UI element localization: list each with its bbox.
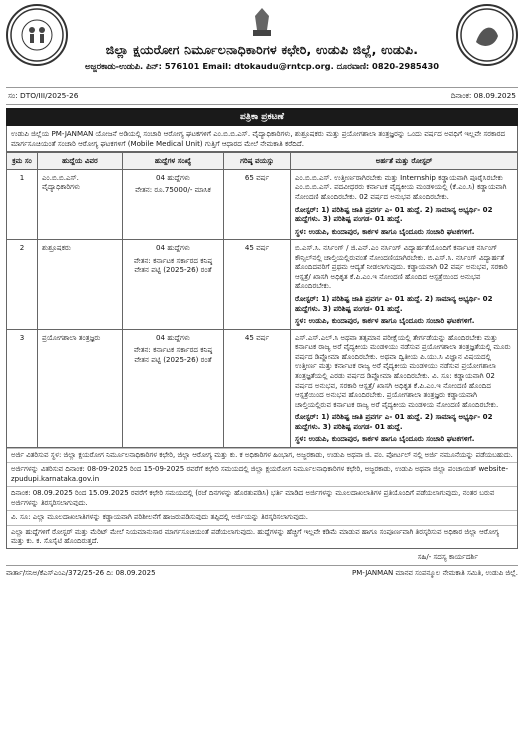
col-post: ಹುದ್ದೆಯ ವಿವರ <box>38 153 123 170</box>
office-address: ಅಜ್ಜರಕಾಡು-ಉಡುಪಿ. ಪಿನ್: 576101 Email: dtokaudu@rntcp.org. ದೂರವಾಣಿ: 0820-2985430 <box>85 60 439 71</box>
signature-block: ಸಹಿ/- ಸದಸ್ಯ ಕಾರ್ಯದರ್ಶಿ <box>417 552 478 562</box>
row-qualification <box>291 329 518 447</box>
table-row <box>7 240 518 330</box>
bottom-line <box>6 565 518 578</box>
row-post: ಪ್ರಯೋಗಶಾಲಾ ತಂತ್ರಜ್ಞರು <box>38 329 123 447</box>
application-place: ಅರ್ಜಿ ವಿತರಿಸುವ ಸ್ಥಳ: ಜಿಲ್ಲಾ ಕ್ಷಯರೋಗ ನಿರ್ಮೂಲನಾಧಿಕಾರಿಗಳ ಕಛೇರಿ, ಜಿಲ್ಲಾ ಆರೋಗ್ಯ ಮತ್ತು ಕು. ಕ ಅಧಿಕಾರಿಗಳ ಹಿಂಭಾಗ, ಅಜ್ಜರಕಾಡು, ಉಡುಪಿ ಅಥವಾ ಜಿ. ಪಂ. ಪೋರ್ಟಲ್ ನಲ್ಲಿ ಅರ್ಜಿ ನಮೂನೆಯನ್ನು ಪಡೆಯಬಹುದು. <box>7 448 517 462</box>
note-documents: ವಿ. ಸೂ: ಎಲ್ಲಾ ಮೂಲದಾಖಲಾತಿಗಳನ್ನು ಕಡ್ಡಾಯವಾಗಿ ಪರಿಶೀಲನೆಗೆ ಹಾಜರುಪಡಿಸುವುದು ತಪ್ಪಿದಲ್ಲಿ ಅರ್ಜಿಯನ್ನು ತಿರಸ್ಕರಿಸಲಾಗುವುದು. <box>7 510 517 524</box>
qualification-text: ಎಂ.ಬಿ.ಬಿ.ಎಸ್. ಉತ್ತೀರ್ಣರಾಗಿರಬೇಕು ಮತ್ತು Internship ಕಡ್ಡಾಯವಾಗಿ ಪೂರೈಸಿರಬೇಕು ಎಂ.ಬಿ.ಬಿ.ಎಸ್. ಪದವೀಧರರು ಕರ್ನಾಟಕ ವೈದ್ಯಕೀಯ ಮಂಡಳಿಯಲ್ಲಿ (ಕೆ.ಎಂ.ಸಿ) ಕಡ್ಡಾಯವಾಗಿ ನೋಂದಣಿ ಹೊಂದಿರಬೇಕು. 02 ವರ್ಷದ ಅನುಭವ ಹೊಂದಿರಬೇಕು. <box>295 172 507 201</box>
national-health-mission-logo <box>6 4 68 66</box>
qualification-text: ಎಸ್.ಎಸ್.ಎಲ್.ಸಿ ಅಥವಾ ತತ್ಸಮಾನ ಪರೀಕ್ಷೆಯಲ್ಲಿ ತೇರ್ಗಡೆಯನ್ನು ಹೊಂದಿರಬೇಕು ಮತ್ತು ಕರ್ನಾಟಕ ರಾಜ್ಯ ಅರೆ ವೈದ್ಯಕೀಯ ಮಂಡಳಿಯು ನಡೆಸುವ ಪ್ರಯೋಗಶಾಲಾ ತಂತ್ರಜ್ಞತೆಯಲ್ಲಿ ಮೂರು ವರ್ಷದ ಡಿಪ್ಲೋಮಾ ಹೊಂದಿರಬೇಕು. ಅಥವಾ ದ್ವಿತೀಯ ಪಿ.ಯು.ಸಿ ವಿಜ್ಞಾನ ವಿಷಯದಲ್ಲಿ ಉತ್ತೀರ್ಣ ಮತ್ತು ಕರ್ನಾಟಕ ರಾಜ್ಯ ಅರೆ ವೈದ್ಯಕೀಯ ಮಂಡಳಿಯು ನಡೆಸುವ ಪ್ರಯೋಗಶಾಲಾ ತಂತ್ರಜ್ಞತೆಯಲ್ಲಿ ಎರಡು ವರ್ಷದ ಡಿಪ್ಲೋಮಾ ಹೊಂದಿರಬೇಕು. ವಿ. ಸೂ: ಕಡ್ಡಾಯವಾಗಿ 02 ವರ್ಷದ ಅನುಭವ, ಸರಕಾರಿ ಆಸ್ಪತ್ರೆ/ ಖಾಸಗಿ ಅಧಿಕೃತ ಕೆ.ಪಿ.ಎಂ.ಇ ನೋಂದಣಿ ಹೊಂದಿದ ಆಸ್ಪತ್ರೆಯಿಂದ ಅನುಭವ ಹೊಂದಿರಬೇಕು. ಪ್ರಯೋಗಶಾಲಾ ತಂತ್ರಜ್ಞರು ಕಡ್ಡಾಯವಾಗಿ ಚಾಲ್ತಿಯಲ್ಲಿರುವ ಕರ್ನಾಟಕ ರಾಜ್ಯ ಅರೆ ವೈದ್ಯಕೀಯ ಮಂಡಳಿಯ ನೋಂದಣಿ ಹೊಂದಿರಬೇಕು. <box>295 332 511 409</box>
office-title: ಜಿಲ್ಲಾ ಕ್ಷಯರೋಗ ನಿರ್ಮೂಲನಾಧಿಕಾರಿಗಳ ಕಛೇರಿ, ಉಡುಪಿ ಜಿಲ್ಲೆ, ಉಡುಪಿ. <box>105 42 419 57</box>
col-count: ಹುದ್ದೆಗಳ ಸಂಖ್ಯೆ <box>123 153 224 170</box>
row-age: 45 ವರ್ಷ <box>224 240 291 330</box>
instructions-section <box>6 448 518 550</box>
qualification-text: ಬಿ.ಎಸ್.ಸಿ. ನರ್ಸಿಂಗ್ / ಜಿ.ಎನ್.ಎಂ ನರ್ಸಿಂಗ್ ವಿದ್ಯಾರ್ಹತೆಯೊಂದಿಗೆ ಕರ್ನಾಟಕ ನರ್ಸಿಂಗ್ ಕೌನ್ಸಿಲ್‌ನಲ್ಲಿ ಚಾಲ್ತಿಯಲ್ಲಿರುವಂತೆ ನೋಂದಣಿಯಾಗಿರಬೇಕು. ಬಿ.ಎಸ್.ಸಿ. ನರ್ಸಿಂಗ್ ವಿದ್ಯಾರ್ಹತೆ ಹೊಂದಿದವರಿಗೆ ಪ್ರಥಮ ಆದ್ಯತೆ ನೀಡಲಾಗುವುದು. ಕಡ್ಡಾಯವಾಗಿ 02 ವರ್ಷ ಅನುಭವ, ಸರಕಾರಿ ಆಸ್ಪತ್ರೆ/ ಖಾಸಗಿ ಅಧಿಕೃತ ಕೆ.ಪಿ.ಎಂ.ಇ ನೋಂದಣಿ ಹೊಂದಿದ ಆಸ್ಪತ್ರೆಯಿಂದ ಅನುಭವ ಹೊಂದಿರಬೇಕು. <box>295 243 508 291</box>
reference-line <box>6 87 518 105</box>
committee-name: PM-JANMAN ಮಾನವ ಸಂಪನ್ಮೂಲ ನೇಮಕಾತಿ ಸಮಿತಿ, ಉಡುಪಿ ಜಿಲ್ಲೆ. <box>352 568 518 577</box>
application-dates: ಅರ್ಜಿಗಳನ್ನು ವಿತರಿಸುವ ದಿನಾಂಕ: 08-09-2025 ರಿಂದ 15-09-2025 ರವರೆಗೆ ಕಛೇರಿ ಸಮಯದಲ್ಲಿ ಜಿಲ್ಲಾ ಕ್ಷಯರೋಗ ನಿರ್ಮೂಲನಾಧಿಕಾರಿಗಳ ಕಛೇರಿ, ಅಜ್ಜರಕಾಡು, ಉಡುಪಿ ಅಥವಾ ಜಿಲ್ಲಾ ಪಂಚಾಯತ್ website- zpudupi.karnataka.gov.in <box>7 462 517 486</box>
table-row <box>7 169 518 239</box>
post-count: 04 ಹುದ್ದೆಗಳು <box>156 332 190 342</box>
place-text: ಸ್ಥಳ: ಉಡುಪಿ, ಕುಂದಾಪುರ, ಕಾರ್ಕಳ ಹಾಗೂ ಬೈಂದೂರು ಸಂಚಾರಿ ಘಟಕಗಳಿಗೆ. <box>295 226 475 236</box>
col-qualification: ಅರ್ಹತೆ ಮತ್ತು ರೋಸ್ಟರ್ <box>291 153 518 170</box>
post-count: 04 ಹುದ್ದೆಗಳು <box>156 243 190 253</box>
table-row <box>7 329 518 447</box>
vacancy-table <box>6 152 518 448</box>
row-age: 45 ವರ್ಷ <box>224 329 291 447</box>
row-serial: 2 <box>7 240 38 330</box>
col-serial: ಕ್ರಮ ಸಂ <box>7 153 38 170</box>
col-age: ಗರಿಷ್ಠ ವಯಸ್ಸು <box>224 153 291 170</box>
row-count <box>123 329 224 447</box>
post-pay: ವೇತನ: ರೂ.75000/- ಮಾಸಿಕ <box>135 185 211 195</box>
note-roster: ಎಲ್ಲಾ ಹುದ್ದೆಗಳಿಗೆ ರೋಸ್ಟರ್ ಮತ್ತು ಮೆರಿಟ್ ಮೇಲೆ ನಿಯಮಾನುಸಾರ ಮಾರ್ಗಸೂಚಿಯಂತೆ ಪಡೆಯಲಾಗುವುದು. ಹುದ್ದೆಗಳನ್ನು ಹೆಚ್ಚಿಗೆ ಇಲ್ಲವೇ ಕಡಿಮೆ ಮಾಡುವ ಹಾಗೂ ಸಂಪೂರ್ಣವಾಗಿ ತಿರಸ್ಕರಿಸುವ ಅಧಿಕಾರ ಜಿಲ್ಲಾ ಆರೋಗ್ಯ ಮತ್ತು ಕು. ಕ. ಸೊಸೈಟಿ ಹೊಂದಿರುತ್ತದೆ. <box>7 525 517 549</box>
row-count <box>123 169 224 239</box>
row-post: ಎಂ.ಬಿ.ಬಿ.ಎಸ್. ವೈದ್ಯಾಧಿಕಾರಿಗಳು <box>38 169 123 239</box>
post-count: 04 ಹುದ್ದೆಗಳು <box>156 172 190 182</box>
roster-text: ರೋಸ್ಟರ್: 1) ಪರಿಶಿಷ್ಟ ಜಾತಿ ಪ್ರವರ್ಗ ಎ- 01 ಹುದ್ದೆ. 2) ಸಾಮಾನ್ಯ ಅಭ್ಯರ್ಥಿ- 02 ಹುದ್ದೆಗಳು. 3) ಪರಿಶಿಷ್ಟ ಪಂಗಡ- 01 ಹುದ್ದೆ. <box>295 294 493 313</box>
row-qualification <box>291 169 518 239</box>
release-reference: ವಾರ್ತಾ/ಸನಿಅ/ಕೆಎಸ್‌ಎಂಎ/372/25-26 ದಿ: 08.09.2025 <box>6 568 156 577</box>
place-text: ಸ್ಥಳ: ಉಡುಪಿ, ಕುಂದಾಪುರ, ಕಾರ್ಕಳ ಹಾಗೂ ಬೈಂದೂರು ಸಂಚಾರಿ ಘಟಕಗಳಿಗೆ. <box>295 434 475 444</box>
roster-text: ರೋಸ್ಟರ್: 1) ಪರಿಶಿಷ್ಟ ಜಾತಿ ಪ್ರವರ್ಗ ಎ- 01 ಹುದ್ದೆ. 2) ಸಾಮಾನ್ಯ ಅಭ್ಯರ್ಥಿ- 02 ಹುದ್ದೆಗಳು. 3) ಪರಿಶಿಷ್ಟ ಪಂಗಡ- 01 ಹುದ್ದೆ. <box>295 412 493 431</box>
header <box>6 4 518 84</box>
row-serial: 3 <box>7 329 38 447</box>
row-count <box>123 240 224 330</box>
press-release-banner: ಪತ್ರಿಕಾ ಪ್ರಕಟಣೆ <box>6 108 518 126</box>
row-post: ಶುಶ್ರೂಷಕರು <box>38 240 123 330</box>
state-emblem-icon <box>247 6 277 40</box>
intro-paragraph: ಉಡುಪಿ ಜಿಲ್ಲೆಯ PM-JANMAN ಯೋಜನೆ ಅಡಿಯಲ್ಲಿ ಸಂಚಾರಿ ಆರೋಗ್ಯ ಘಟಕಗಳಿಗೆ ಎಂ.ಬಿ.ಬಿ.ಎಸ್. ವೈದ್ಯಾಧಿಕಾರಿಗಳು, ಶುಶ್ರೂಷಕರು ಮತ್ತು ಪ್ರಯೋಗಶಾಲಾ ತಂತ್ರಜ್ಞರನ್ನು ಒಂದು ವರ್ಷದ ಅವಧಿಗೆ ಇಲ್ಲವೇ ಸರಕಾರದ ಮಾರ್ಗಸೂಚಿಯಂತೆ ಸಂಚಾರಿ ಆರೋಗ್ಯ ಘಟಕಗಳಿಗೆ (Mobile Medical Unit) ಗುತ್ತಿಗೆ ಆಧಾರದ ಮೇಲೆ ನೇಮಕಾತಿ ಕರೆದಿದೆ. <box>6 126 518 152</box>
reference-number: ಸಂ: DTO/III/2025-26 <box>8 91 79 100</box>
row-serial: 1 <box>7 169 38 239</box>
roster-text: ರೋಸ್ಟರ್: 1) ಪರಿಶಿಷ್ಟ ಜಾತಿ ಪ್ರವರ್ಗ ಎ- 01 ಹುದ್ದೆ. 2) ಸಾಮಾನ್ಯ ಅಭ್ಯರ್ಥಿ- 02 ಹುದ್ದೆಗಳು. 3) ಪರಿಶಿಷ್ಟ ಪಂಗಡ- 01 ಹುದ್ದೆ. <box>295 204 493 224</box>
post-pay: ವೇತನ: ಕರ್ನಾಟಕ ಸರ್ಕಾರದ ಕನಿಷ್ಠ ವೇತನ ಪಟ್ಟಿ (2025-26) ರಂತೆ <box>133 255 213 275</box>
row-age: 65 ವರ್ಷ <box>224 169 291 239</box>
place-text: ಸ್ಥಳ: ಉಡುಪಿ, ಕುಂದಾಪುರ, ಕಾರ್ಕಳ ಹಾಗೂ ಬೈಂದೂರು ಸಂಚಾರಿ ಘಟಕಗಳಿಗೆ. <box>295 316 475 326</box>
tb-elimination-logo <box>456 4 518 66</box>
submission-dates: ದಿನಾಂಕ: 08.09.2025 ರಿಂದ 15.09.2025 ರವರೆಗೆ ಕಛೇರಿ ಸಮಯದಲ್ಲಿ (ರಜೆ ದಿನಗಳನ್ನು ಹೊರತುಪಡಿಸಿ) ಭರ್ತಿ ಮಾಡಿದ ಅರ್ಜಿಗಳನ್ನು ಮೂಲದಾಖಲಾತಿಗಳ ಪ್ರತಿಯೊಂದಿಗೆ ಪಡೆಯಲಾಗುವುದು, ನಂತರ ಬರುವ ಅರ್ಜಿಗಳನ್ನು ತಿರಸ್ಕರಿಸಲಾಗುವುದು. <box>7 486 517 510</box>
row-qualification <box>291 240 518 330</box>
post-pay: ವೇತನ: ಕರ್ನಾಟಕ ಸರ್ಕಾರದ ಕನಿಷ್ಠ ವೇತನ ಪಟ್ಟಿ (2025-26) ರಂತೆ <box>133 345 213 364</box>
reference-date: ದಿನಾಂಕ: 08.09.2025 <box>450 91 516 100</box>
